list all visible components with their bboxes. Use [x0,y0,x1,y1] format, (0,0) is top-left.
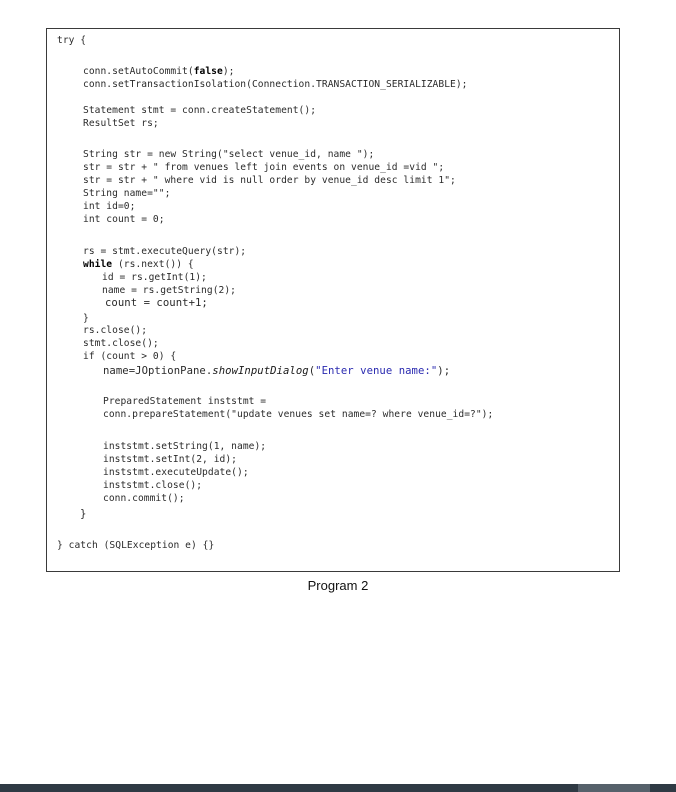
code-line-while-close: } [83,313,89,324]
code-line-count-inc: count = count+1; [105,297,208,309]
code-line-try: try { [57,35,87,46]
code-line-str-init: String str = new String("select venue_id, name "); [83,149,375,160]
taskbar-segment [578,784,650,792]
figure-caption: Program 2 [307,578,369,593]
code-line-prepared-decl: PreparedStatement inststmt = [103,396,267,407]
code-line-count-init: int count = 0; [83,214,165,225]
code-line-id-init: int id=0; [83,201,136,212]
code-line-input-dialog: name=JOptionPane.showInputDialog("Enter venue name:"); [103,365,451,377]
code-line-inststmt-close: inststmt.close(); [103,480,203,491]
code-line-isolation: conn.setTransactionIsolation(Connection.TRANSACTION_SERIALIZABLE); [83,79,468,90]
code-line-name-init: String name=""; [83,188,171,199]
code-line-autocommit: conn.setAutoCommit(false); [83,66,235,77]
code-line-if: if (count > 0) { [83,351,177,362]
code-line-str-from: str = str + " from venues left join events on venue_id =vid "; [83,162,445,173]
code-line-str-where: str = str + " where vid is null order by venue_id desc limit 1"; [83,175,456,186]
code-line-resultset: ResultSet rs; [83,118,159,129]
code-line-get-name: name = rs.getString(2); [102,285,236,296]
code-line-set-string: inststmt.setString(1, name); [103,441,267,452]
code-line-set-int: inststmt.setInt(2, id); [103,454,237,465]
code-line-while: while (rs.next()) { [83,259,194,270]
code-line-statement: Statement stmt = conn.createStatement(); [83,105,317,116]
code-line-stmt-close: stmt.close(); [83,338,159,349]
bottom-taskbar [0,784,676,792]
code-listing-box [46,28,620,572]
code-line-execute-update: inststmt.executeUpdate(); [103,467,249,478]
code-line-if-close: } [80,508,87,520]
code-line-commit: conn.commit(); [103,493,185,504]
code-line-rs-close: rs.close(); [83,325,148,336]
code-line-prepare-statement: conn.prepareStatement("update venues set name=? where venue_id=?"); [103,409,494,420]
code-line-get-id: id = rs.getInt(1); [102,272,207,283]
code-line-catch: } catch (SQLException e) {} [57,540,215,551]
code-line-execute-query: rs = stmt.executeQuery(str); [83,246,247,257]
